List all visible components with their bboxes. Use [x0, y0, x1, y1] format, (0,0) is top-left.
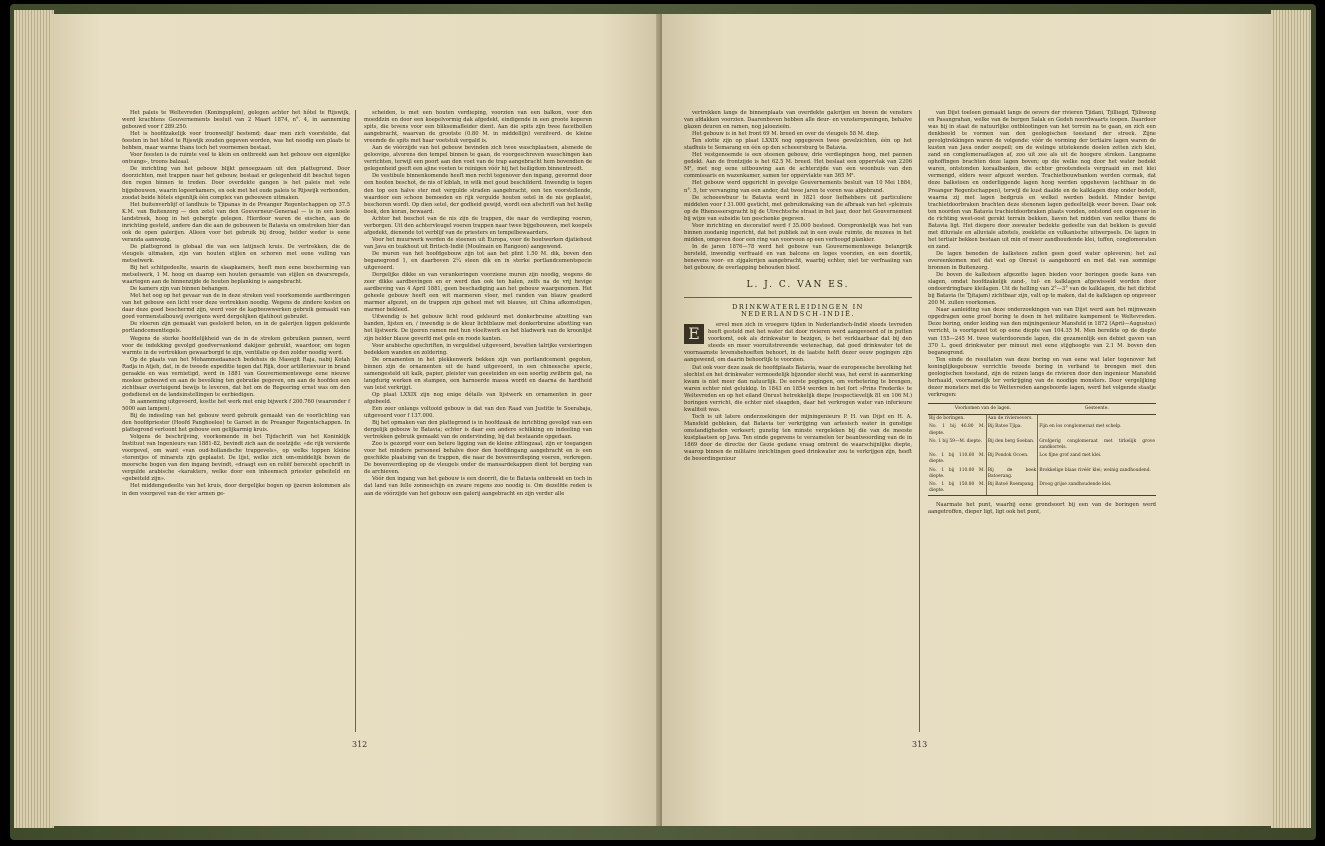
- paragraph: Op de plaats van het Mohammedaansch bedehuis de Masegit Raja, nabij Kotah Radja in Atjeh, dat, in de tweede expeditie tegen dat Rijk, door artillerievuur in brand geraakte en was vernietigd, werd in 1881 van Gouvernementswege eene nieuwe moskee gebouwd en aan de bevolking ten gebruike gegeven, om aan de hoofden een zichtbaar overtuigend bewijs te leveren, dat het om de Regeering ernst was om den godsdienst en de landsinstellingen te eerbiedigen.: [122, 356, 350, 398]
- paragraph: Ten slotte zijn op plaat LXXIX nog opgegeven twee gevelzichten, één op het stadhuis te Semarang en één op den scheeersburg te Batavia.: [684, 138, 912, 152]
- strata-table: [928, 403, 1156, 496]
- section-heading-line: NEDERLANDSCH-INDIË.: [741, 310, 855, 319]
- paragraph: Het gebouw is in het front 69 M. breed en over de vleugels 58 M. diep.: [692, 131, 880, 138]
- paragraph: De inrichting van het gebouw blijkt genoegzaam uit den plattegrond. Door doorzichten, met trappen naar het gebouw, bestaat er gelegenheid dit beschut tegen den regen binnen te treden. Door overdekte gangen is het paleis met vele bijgebouwen, waarin logeerkamers, en ook met het oude paleis te Rijswijk verbonden, zoodat beide hôtels eigenlijk één complex van gebouwen uitmaken.: [122, 166, 350, 201]
- table-cell: No. 1 bij 110.80 M. diepte.: [929, 467, 985, 479]
- table-cell: Los fijne grof zand met klei.: [1038, 452, 1156, 466]
- paragraph: Bij de indeeling van het gebouw werd gebruik gemaakt van de voorlichting van den hoofdpriester (Hoofd Panghoelee) te Garoet in de Preanger Regentschappen. In plattegrond vertoont het gebouw een gelijkarmig kruis.: [122, 413, 350, 434]
- paragraph: Bij het opmaken van den plattegrond is in hoofdzaak de inrichting gevolgd van een dergelijk gebouw te Batavia; echter is daar een andere schikking en indeeling van vertrekken gebruik gemaakt van de ondervinding, bij dat bestaande opgedaan.: [364, 420, 592, 441]
- paragraph: Volgens de beschrijving, voorkomende in het Tijdschrift van het Koninklijk Instituut van Ingenieurs van 1881-82, bevindt zich aan de oostzijde: «de rijk versierde voorgevel, om want «van oud-hollandsche trapgevels», op welks toppen kleine «torentjes of minarets zijn geplaatst. De lijst, welke zich om«middelijk boven de moorsche bogen van den ingang bevindt, «draagt een en reliëf bereceht opschrift in vergulde arabische «karakters, welke door een inheemsch priester gebeiteld en «gebeiteld zijn».: [122, 434, 350, 483]
- table-header: Voorkomen van de lagen.: [928, 403, 1038, 414]
- table-cell: Bij de beek Batoerang.: [986, 467, 1037, 481]
- paragraph: Het vestgenoemde is een steenen gebouw, drie verdiepingen hoog, met pannen gedekt. Aan de frontzijde is het 62.5 M. breed. Het beslaat een oppervlak van 2206 M², met nog eene uitbouwing aan de achterzijde van een woonhuis van den commissaris en wazenkamer, samen ter oppervlakte van 365 M².: [684, 152, 912, 180]
- table-header: Gesteente.: [1038, 403, 1156, 414]
- paragraph: Het gebouw werd opgericht in gevolge Gouvernements besluit van 10 Mei 1884, n°. 5, ter vervanging van een ander, dat twee jaren te voren was afgebrand.: [684, 180, 912, 194]
- table-row: [928, 481, 1156, 496]
- table-cell: No. 1 bij 59—M. diepte.: [929, 438, 983, 444]
- left-page: [52, 14, 662, 826]
- paragraph: Ten einde de resultaten van deze boring en van eene wat later tegenover het koninglijkegebouw verrichte tweede boring in verband te brengen met den geologischen toestand, zijn de reizen langs de rivieren door den ingenieur Mansfeld herhaald, voornamelijk ter verkrijging van de noodige monsters. Door vergelijking dezer monsters met die te Weltevreden aangeboorde lagen, werd het volgende staatje verkregen:: [928, 356, 1156, 398]
- table-row: [928, 415, 1156, 424]
- table-cell: Bij Pondok Ocoen.: [986, 452, 1037, 466]
- paragraph: Uitwendig is het gebouw licht rood gekleurd met donkerbruine afzetting van banden, lijsten en, / inwendig is de kleur lichtblauw met donkerbruine afzetting van het lijstwerk. De ijzeren ramen met hun vloeltwerk en het bladwerk van de kroonlijst zijn helder blauw geverfd met gele en roode kanten.: [364, 314, 592, 342]
- paragraph: Voor het muurwerk werden de steenen uit Europa, voor de houtwerken djatiehout van Java en teakhout uit Britsch-Indië (Moulmain en Rangoon) aangewend.: [364, 236, 592, 250]
- paragraph: Voor arabische opschriften, in verguldsel uitgevoerd, bevatten talrijke versieringen bedekken wanden en zoldering.: [364, 342, 592, 356]
- table-row: [928, 467, 1156, 481]
- table-cell: Droog grijse zandhoudende klei.: [1038, 481, 1156, 496]
- table-row: [928, 423, 1156, 437]
- paragraph: De vloeren zijn gemaakt van geslolerd beton, en in de galerijen liggen gekleurde portlandcementtegels.: [122, 321, 350, 335]
- table-cell: No. 1 bij 150.80 M. diepte.: [928, 481, 986, 496]
- paragraph: In aanneming uitgevoerd, kostte het werk met enig bijwerk f 200.760 (waaronder f 5000 aan lampen).: [122, 398, 350, 412]
- section-heading-line: DRINKWATERLEIDINGEN IN: [732, 303, 864, 312]
- paragraph: Het is hoofdzakelijk voor troonwelijf bestemd; daar men zich voorstelde, dat feesten in het hôtel te Rijswijk zouden gegeven worden, was het noodig een plaats te hebben, maar warme thans toch het voornemen bestaat.: [122, 131, 350, 152]
- table-cell: Fijn en los conglomeraat met schelp.: [1038, 423, 1156, 437]
- table-cell: Bij den berg Soeban.: [986, 438, 1037, 452]
- paragraph: De muren van het hoofdgebouw zijn tot aan het plint 1.50 M. dik, boven den beganegrond 1, en daarboven 2¼ steen dik en in sterke portlandcementspecie uitgevoerd.: [364, 250, 592, 272]
- paragraph: Zoo is gezorgd voor een betere ligging van de kleine zittingzaal, zijn er toegangen voor het mindere personeel behalve door den hoofdingang aangebracht en is een geschikte plaatsing van de trappen, die naar de bovenverdieping voeren, verkregen. De bovenverdieping op de vleugels onder de mansardekappen dient tot berging van de archieven.: [364, 441, 592, 476]
- paragraph: Het buitenverblijf of landhuis te Tjipanas in de Preanger Regentschappen op 37.5 K.M. van Buitenzorg — den zetel van den Gouverneur-Generaal — is in een koele landstreek, hoog in het gebergte gelegen. Hierdoor waren de eischen, aan de inrichting gesteld, andere dan die aan de gebouwen te Batavia en omstreken hier dan ook de open galerijen. Alleen voor het gebruik bij droog, helder weder is eene veranda aanwezig.: [122, 201, 350, 243]
- paragraph: Vóór den ingang van het gebouw is een doorrit, die te Batavia ontbreekt en toch in dat land van felle zonneschijn en zware regens zoo noodig is. Om dezelfde reden is aan de vóórzijde van het gebouw een galerij aangebracht en zijn verder alle: [364, 476, 592, 497]
- paragraph: De lagen beneden de kalksteen zullen geen goed water opleveren; het zal overeenkomen met dat wat op Onrust is aangeboord en met dat van sommige bronnen in Buitenzorg.: [928, 250, 1156, 272]
- paragraph: Het paleis te Weltevreden (Koningsplein), gelegen achter het hôtel te Rijswijk, werd krachtens Gouvernements besluit van 2 Maart 1874, n°. 4, in aanneming gebouwd voor f 289.250.: [122, 110, 350, 131]
- table-cell: Bij Batoe Tjipa.: [986, 423, 1037, 437]
- right-column-2: [928, 110, 1156, 516]
- paragraph: Dat ook voor deze zaak de hoofdplaats Batavia, waar de europeesche bevolking het slechtst en het drinkwater vermoedelijk bijzonder slecht was, het eerst in aanmerking kwam is niet meer dan natuurlijk. De eerste pogingen, om verbetering te brengen, waren echter niet gelukkig. In 1843 en 1854 werden in het fort »Prins Frederik« te Weltevreden en op het eiland Onrust hetrekkelijk diepe (respectievelijk 81 en 106 M.) boringen verricht, die echter niet slaagden, daar het verkregen water van inferieure kwaliteit was.: [684, 364, 912, 413]
- table-cell: No. 1 bij 110.60 M. diepte.: [929, 453, 985, 465]
- table-row: [928, 438, 1156, 452]
- paragraph: Wegens de sterke hoofdelijkheid van de in de streken gebruiken pannen, werd voor de indekking gevolgd goedvervankend dakijzer gebruikt, waardoor, om tegen warmte in de vertrekken gewaarborgd te zijn, ventilatie op den zolder noodig werd.: [122, 335, 350, 356]
- paragraph: Achter het beschot van de nis zijn de trappen, die naar de verdieping voeren, verborgen. Uit den achtervleugel voeren trappen naar twee bijgebouwen, met koepels afgedekt, dienende tot verblijf van de priesters en tempelbewaarders.: [364, 215, 592, 236]
- author-signature: L. J. C. VAN ES.: [746, 280, 850, 291]
- table-cell: No. 1 bij 46.80 M. diepte.: [929, 424, 985, 436]
- paragraph: Een zeer onlangs voltooid gebouw is dat van den Raad van Justitie te Soerabaja, uitgevoerd voor f 137.000.: [364, 405, 592, 420]
- paragraph: De boven de kalksteen afgezette lagen bieden voor boringen goede kans van slagen, omdat hoofdzakelijk zand-, tuf- en kalklagen afgewisseld worden door ondoordringbare kleilagen. Uit de helling van 2°—3° van de kalklagen, die het dichtst bij Batavia (te Tjitajam) zichtbaar zijn, valt op te maken, dat de kalklagen op ongeveer 200 M. zullen voorkomen.: [928, 272, 1156, 307]
- page-number-right: 313: [912, 740, 928, 749]
- paragraph: Voor inrichting en decoratief werd f 35.000 besteed. Oorspronkelijk was het van binnen zoodanig ingericht, dat het publiek zat in een ovale ruimte, de muzees in het midden, omgeven door een ring van voorvoon op een verhoogd plankier.: [684, 222, 912, 243]
- right-page-stack: [1271, 10, 1311, 828]
- paragraph: Naarmate het punt, waarbij eene grondsoort bij een van de boringen werd aangetroffen, dieper ligt, ligt ook het punt,: [928, 502, 1156, 516]
- table-cell: Bij de boringen.: [929, 416, 965, 422]
- right-page: [662, 14, 1272, 826]
- table-cell: Brokkelige blaas rivéér klei; weinig zandhoudend.: [1038, 467, 1156, 481]
- paragraph: van Dijst toeleen gemaakt langs de oevers der rivieren Tjidani, Tjilliegd, Tjiliwong en Pasangrahan, welke van de bergen Salak en Gedeh noordwaarts loopen. Daardoor was hij in staat de natuurlijke ontblootingen van het terrein na te gaan, en zich een denkbeeld te vormen van den geologischen toestand der streek. Zijne gevolgtrekkingen waren de volgende: vóór de vorming der tertiaire lagen waren de kusten van Java onder zeepeil; om de welinge uitstekende doelen zetten zich klei, zand en conglomeraatlagen af, zoo uit zee als uit de hoogere streken. Langzame ophoffingen brachten deze lagen boven; op die welke nog door het water bedekt waren, ontstonden koraalbanken, die echter grootendeels vergraaid en met klei vermengd, elders weer afgezet werden. Trachietbouwbanken werden cormak, dat deze balkstoen en onderliggende lagen hoog werden opgeheven (achthaar in de Preanger Regentschappen), terwijl de kust daalde en de kalklagen diep onder bedelt, waarna zij met lagen bedgruis en welkel werden bedekt. Minder hevige trachietdoorbraken brachten deze stenenen lagen gedeeltelijk weer boven. Daar ook ten noorden van Batavia trachietdoorbraken plaats vonden, ontstond een ongeveer in de richting west-oost gerekt terrain bekken, liaven het midden van welke thans de Batavia ligt. Het diepere door zeewater bedekte gedeelte van dat bekken is gevuld met diluviale en alluviale afzetels, zoekletie en vulkanische uitwerpsels. De lagen in het tertiair bekken bestaan uit min of meer zandhoudende klei, tuffen, conglomeraten en zand.: [928, 110, 1156, 250]
- paragraph: ervel men zich in vroegere tijden in Nederlandsch-Indië steeds tevreden heeft gesteld met het water dat door rivieren werd aangevoerd of in putten voorkomt, ook als drinkwater te bezigen, is het verklaarbaar dat bij den steeds en meer vooruitstrevende wetenschap, dat goed drinkwater tot de voornaamste levensbehoeften behoort, in de laatste helft dezer eeuw pogingen zijn aangewend, om daarin behoorlijk te voorzien.: [684, 322, 912, 364]
- section-heading: [684, 297, 912, 318]
- column-rule: [355, 110, 356, 732]
- table-cell: Bij Batoë Roempang.: [986, 481, 1037, 496]
- paragraph: Op plaat LXXIX zijn nog enige détails van lijstwerk en ornamenten in geer afgebeeld.: [364, 391, 592, 405]
- left-page-stack: [14, 10, 54, 828]
- paragraph: Aan de vóórzijde van het gebouw bevinden zich twee waschplaatsen, alsmede de geloovige, alvorens den tempel binnen te gaan, de voorgeschreven wasschingen kan verrichten, terwijl een poort aan den voet van de trap aangebracht hem bovendien de gelegenheid geeft een ajine voeten te reinigen vóór hij het heiligdom binnentreedt.: [364, 145, 592, 173]
- paragraph: De kamers zijn van binnen behangen.: [130, 286, 230, 293]
- paragraph: De plattegrond is globaal die van een latijnsch kruis. De vertrekken, die de vleugels uitmaken, zijn van houten stijlen en schoren met eene vulling van metselwerk.: [122, 243, 350, 264]
- paragraph: Voor feesten is de ruimte veel te klein en ontbreekt aan het gebouw een eigenlijke ontvangs-, troons balzaal.: [122, 152, 350, 166]
- table-row: [928, 452, 1156, 466]
- paragraph: Dergelijke dikke en van verankeringen voorziene muren zijn noodig, wegens de zeer dikke aardbevingen en er werd dan ook ten halen, zelfs na de vrij hevige aardbeving van 4 April 1881, geen beschadiging aan het gebouw waargenomen. Het geheele gebouw heeft een wit marmeren vloer, met randen van blauw geaderd marmer afgezet, en de trappen zijn geheel met wit blauwe, uit China afkomstigen, marmer bekleed.: [364, 272, 592, 314]
- paragraph: Bij het schitgedeelte, waarin de slaapkamers, heeft men eene bescherming van metselwerk, 1 M. hoog en daarop een houten geraamte van stijlen en dwarsregels, waartegen aan de binnenzijde de houten beplanking is aangebracht.: [122, 265, 350, 286]
- paragraph: Het middengedeelte van het kruis, door dergelijke bogen op ijzeren kolommen als in den voorgevel van de vier armen ge-: [122, 483, 350, 497]
- paragraph: In de jaren 1876—78 werd het gebouw van Gouvernementswege belangrijk hersteld, inwendig verfraaid en van balcons en loges voorzien, en een doortik, benevens voor- en zijgalerijen aangebracht, waarbij echter, niet ter verfraaiing van het gebouw, de overlapping behouden bleef.: [684, 243, 912, 272]
- table-cell: Grofgerig conglomeraat met tirkelijk grove zandkorrels.: [1038, 438, 1156, 452]
- paragraph: De ornamenten in het plekkenwerk bekken zijn van portlandcement gegoten, binnen zijn de ornamenten uit de hand uitgevoerd, in een chineesche specie, samengesteld uit kalk, papier, pleister van geesteiden en een soortig zwilbrin gat, na langdurig werken en stampen, een harnoerde massa wordt en daarna de hardheid van leist verkrijgt.: [364, 356, 592, 391]
- paragraph: De scheeewbuur te Batavia werd in 1821 door liefhebbers uit particuliere middelen voor f 31.000 gesticht, met gebruikmaking van de afbraak van het »pleinuis op de Rhenossersgracht bij de Utrechtsche straat in het jaar, door het Gouvernement bij wijze van subsidie ten geschenke gegeven.: [684, 194, 912, 222]
- column-rule: [919, 110, 920, 732]
- right-column-1: [684, 110, 912, 463]
- table-cell: [1038, 415, 1156, 424]
- table-cell: Aan de rivieroevers.: [986, 415, 1037, 424]
- paragraph: vertrekken langs de binnenplaats van overdekte galerijen en boven de vensters van afdakken voorzien. Daarenboven hebben alle deur- en vensteropeningen, behalve glazen deuren en ramen, nog jaloezieën.: [684, 110, 912, 131]
- paragraph: De vestibule binnenkomende heeft men recht tegenover den ingang, gevormd door een houten beschot, de nis of kiblah, in wilk met goud beschilderd. Inwendig is tegen den top een halve ster met vergulde straden aangebracht, een ten voorstellende, waardoor een schoon bemoeden en rijk vergulde houten setel in de nis geplaatst, beschoren wordt. Op dien setel, der godheid gewijd, wordt een afschrift van het heilig boek, den koran, bewaard.: [364, 173, 592, 215]
- left-column-2: [364, 110, 592, 498]
- paragraph: Naar aanleiding van deze onderzoekingen van van Dijst werd aan het mijnwezen opgedragen eene proef boring te doen in het militaire kampement te Weltevreden. Deze boring, onder leiding van den mijningenieur Mansfeld in 1872 (April—Augustus) verricht, is voortgezet tot op eene diepte van 104.35 M. Men bereikte op de diepte van 155—245 M. twee waterdoorende lagen, die gezamenlijk een debiet gaven van 370 L. goed drinkwater per minuut met eene stijghoogte van 2.1 M. boven den beganegrond.: [928, 307, 1156, 356]
- drop-cap: E: [684, 324, 704, 344]
- paragraph: scheiden, is met een houten verdieping, voorzien van een balkon, voor den moeddzin en door een koepelvormig dak afgedekt, eindigende in een groote koperen spits, die tevens voor een bliksemafleider dient. Aan die spits zijn twee facetbollen aangebracht, waarvan de grootste (0.80 M. in middellijn) verzilverd. de kleine vreemde de spits met haar voetstuk vergald is.: [364, 110, 592, 145]
- paragraph: Toch is uit latere onderzoekingen der mijningenieurs P. H. van Dijst en H. A. Mansfeld gebleken, dat Batavia ter verkrijging van artesisch water in gunstige omstandigheden verkeert; gunstig ten minste vergeleken bij die van de meeste kustplaatsen op Java. Ten einde gegevens te verzamelen ter beantwoording van de in 1869 door de directie der Gezie gedane vraag omtrent de waarschijnlijke diepte, waarop binnen de militaire inrichtingen goed drinkwater zou te verkrijgen zijn, heeft de beoordingeniour: [684, 413, 912, 463]
- paragraph: Met het oog op het gevaar van de in deze streken veel voorkomende aardbevingen van het gebouw een licht voor deze vertrekken noodig. Wegens de zindere kosten on daar deze goed beschermd zijn, werd voor de kapbouwwerken gebruik gemaakt van goed vormenstalbouwij overigens werd dergelijken djatihout gebruikt.: [122, 293, 350, 321]
- page-number-left: 312: [352, 740, 368, 749]
- left-column-1: [122, 110, 350, 498]
